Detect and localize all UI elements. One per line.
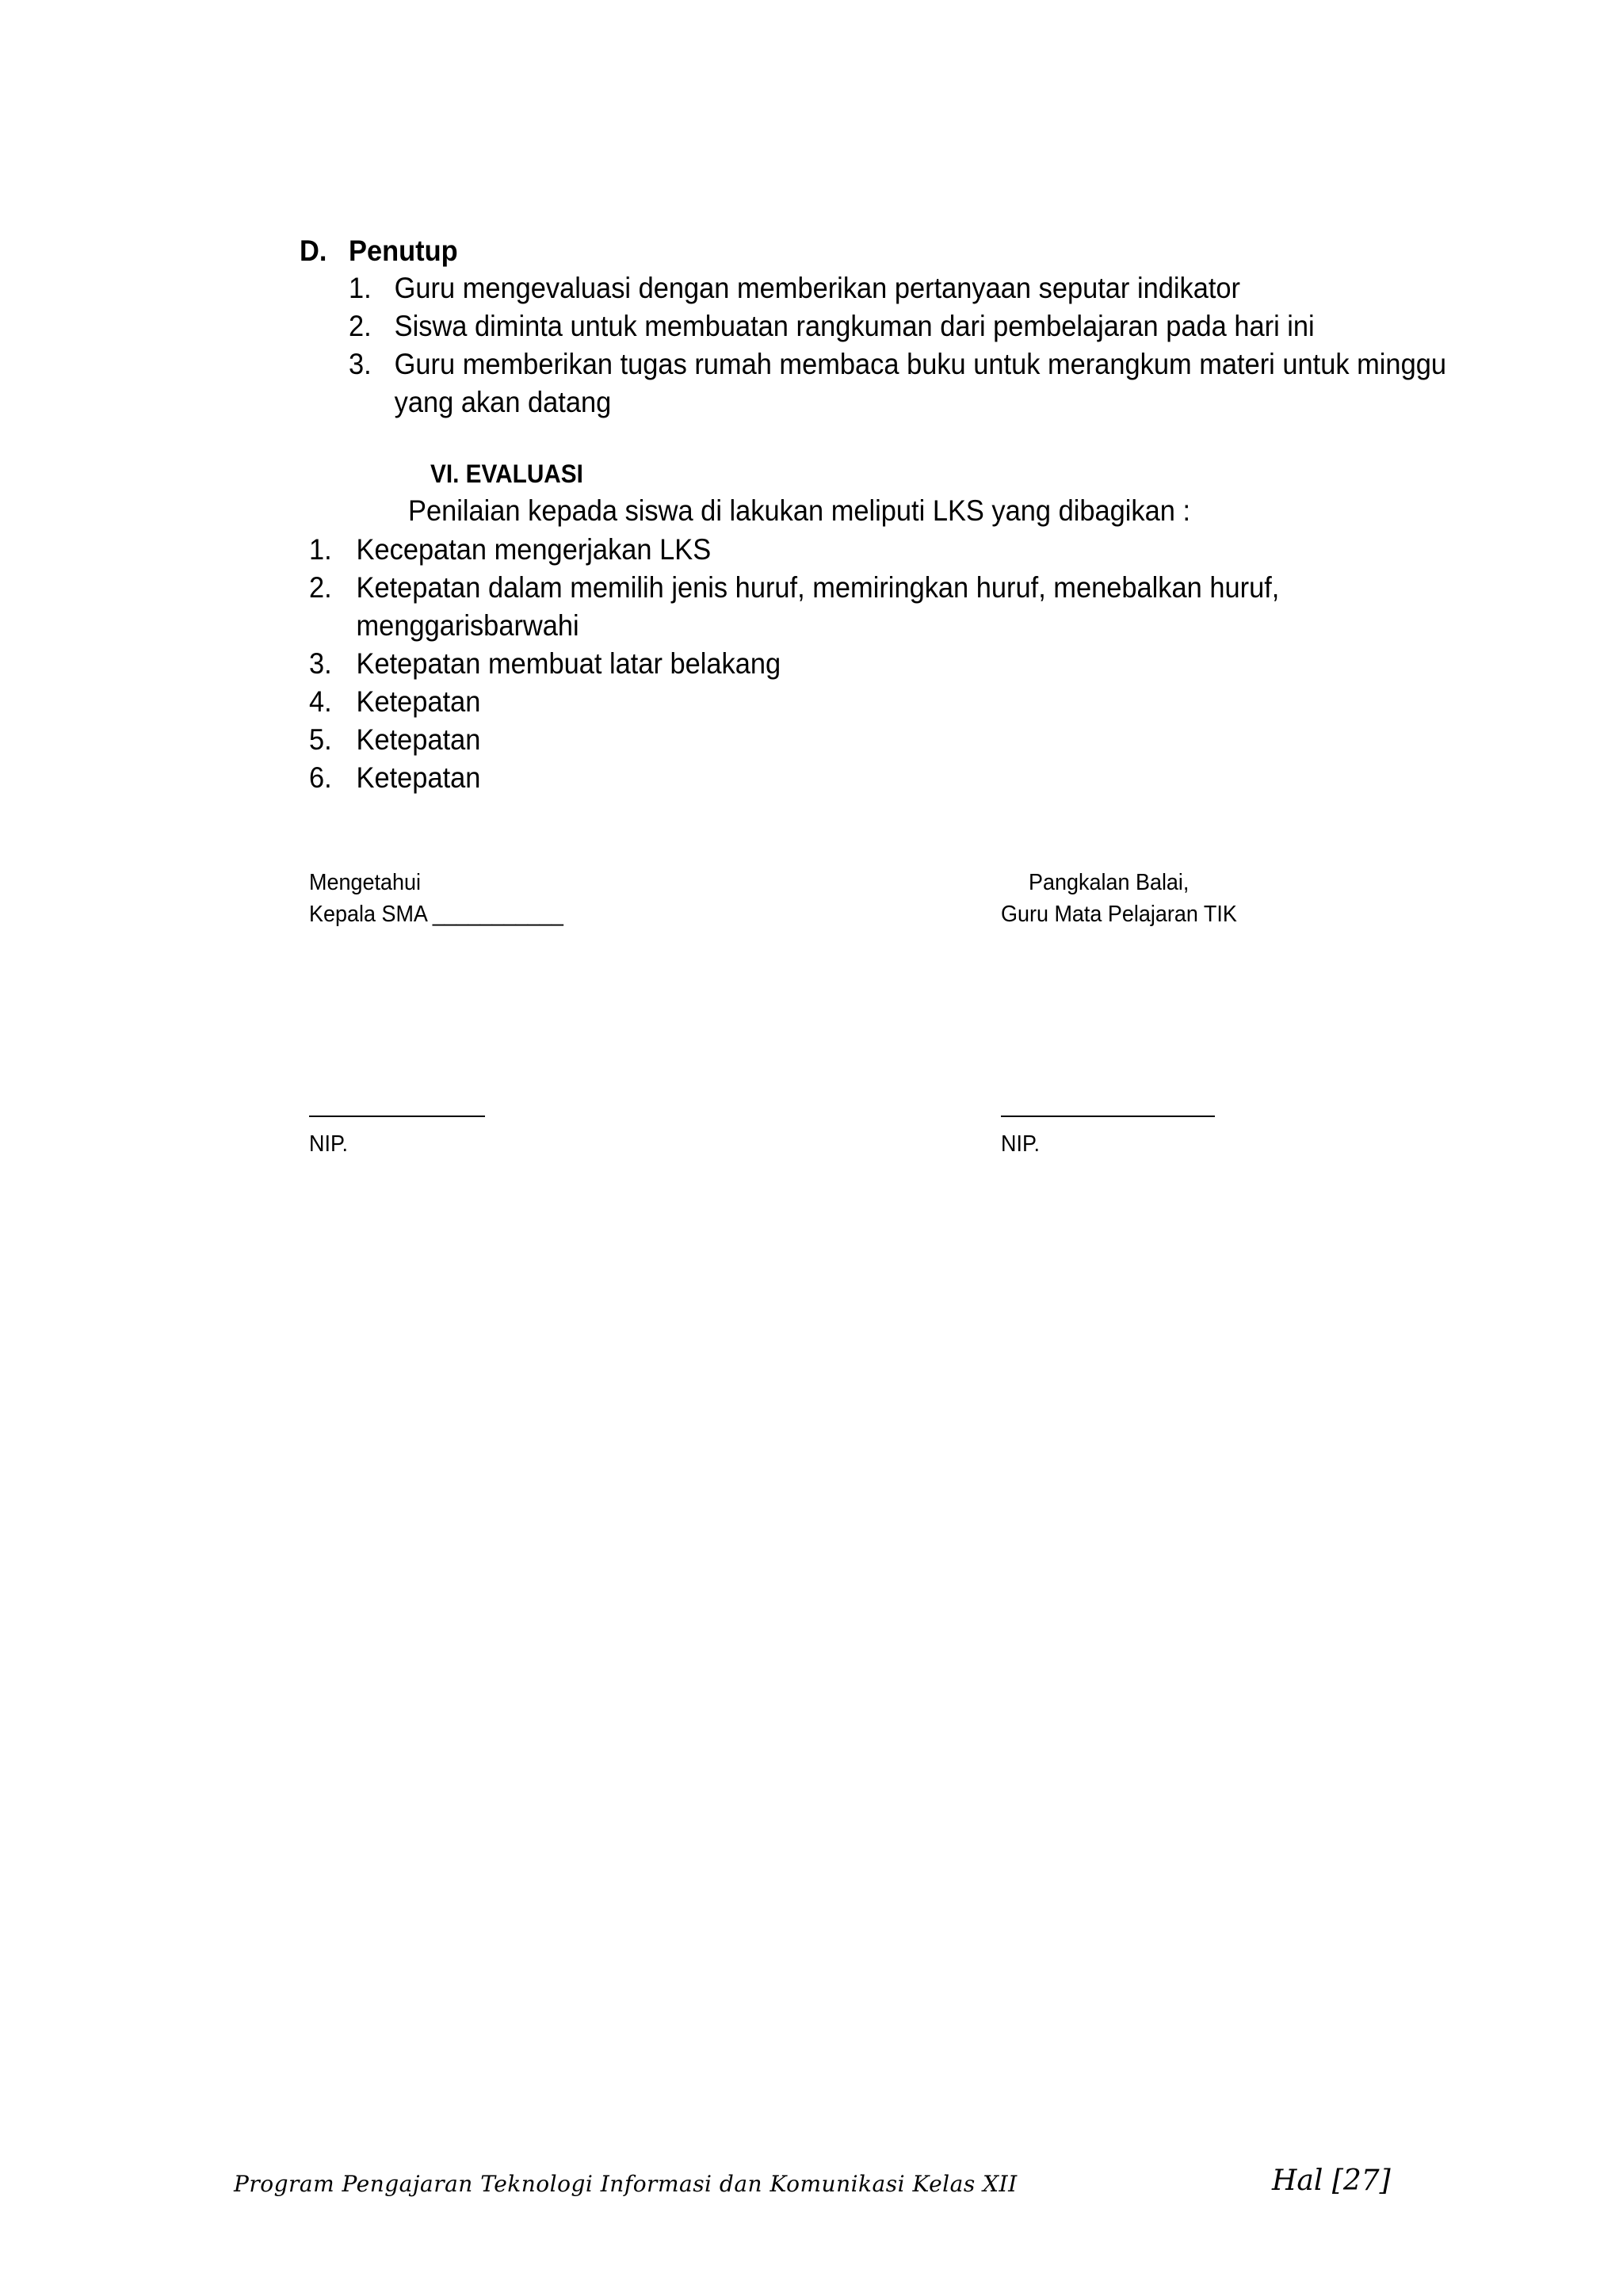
list-text: Ketepatan	[356, 685, 481, 718]
list-text: Guru mengevaluasi dengan memberikan pertanyaan seputar indikator	[394, 272, 1241, 304]
evaluasi-heading: VI. EVALUASI	[430, 460, 583, 488]
list-number: 2.	[309, 571, 332, 604]
list-number: 3.	[349, 348, 372, 380]
list-text: Ketepatan membuat latar belakang	[356, 647, 781, 680]
footer-program-title: Program Pengajaran Teknologi Informasi dan Komunikasi Kelas XII	[234, 2171, 1018, 2197]
footer-page-number: Hal [27]	[1272, 2164, 1391, 2197]
signature-right-line1: Pangkalan Balai,	[1029, 870, 1190, 895]
list-text-continuation: yang akan datang	[394, 386, 612, 418]
evaluasi-intro: Penilaian kepada siswa di lakukan meliputi LKS yang dibagikan :	[408, 494, 1191, 527]
list-text: Siswa diminta untuk membuatan rangkuman dari pembelajaran pada hari ini	[394, 310, 1315, 342]
signature-left-line	[309, 1116, 485, 1117]
list-number: 1.	[349, 272, 372, 304]
list-text: Ketepatan	[356, 761, 481, 794]
list-number: 1.	[309, 533, 332, 566]
signature-left-line1: Mengetahui	[309, 870, 421, 895]
list-number: 4.	[309, 685, 332, 718]
signature-right-line	[1001, 1116, 1215, 1117]
list-text: Ketepatan dalam memilih jenis huruf, memiringkan huruf, menebalkan huruf,	[356, 571, 1280, 604]
list-number: 2.	[349, 310, 372, 342]
signature-left-nip: NIP.	[309, 1131, 348, 1157]
list-number: 6.	[309, 761, 332, 794]
signature-right-nip: NIP.	[1001, 1131, 1040, 1157]
list-number: 5.	[309, 723, 332, 756]
list-text: Kecepatan mengerjakan LKS	[356, 533, 712, 566]
list-text-continuation: menggarisbarwahi	[356, 609, 579, 642]
signature-left-line2: Kepala SMA ___________	[309, 902, 563, 927]
list-text: Ketepatan	[356, 723, 481, 756]
section-title: Penutup	[349, 235, 458, 267]
signature-right-line2: Guru Mata Pelajaran TIK	[1001, 902, 1237, 927]
list-text: Guru memberikan tugas rumah membaca buku untuk merangkum materi untuk minggu	[394, 348, 1446, 380]
list-number: 3.	[309, 647, 332, 680]
section-letter: D.	[300, 235, 327, 267]
